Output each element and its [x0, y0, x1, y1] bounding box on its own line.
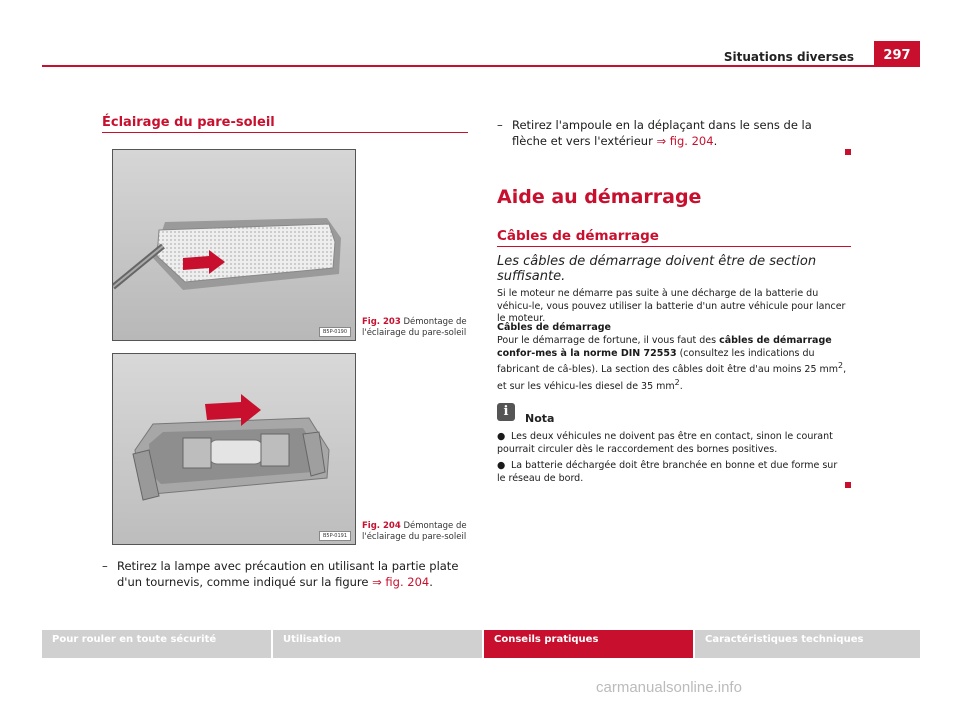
footer-tab-safety[interactable]: Pour rouler en toute sécurité: [42, 630, 271, 658]
step-dash: –: [497, 118, 503, 132]
page-number: 297: [874, 41, 920, 67]
footer-tab-usage[interactable]: Utilisation: [273, 630, 482, 658]
figure-reference-link[interactable]: ⇒ fig. 204: [656, 134, 714, 148]
running-header-title: Situations diverses: [723, 50, 854, 64]
superscript: 2: [674, 377, 680, 387]
note-item-text: La batterie déchargée doit être branchée en bonne et due forme sur le réseau de bord.: [497, 460, 838, 484]
section-title-jumper-cables: Câbles de démarrage: [497, 228, 659, 244]
figure-reference-link[interactable]: ⇒ fig. 204: [372, 575, 430, 589]
superscript: 2: [838, 361, 844, 370]
end-of-section-mark: [845, 482, 851, 488]
info-note-icon: i: [497, 403, 515, 421]
paragraph-text: (consultez les indications du fabricant de câ-bles). La section des câbles doit être d'au moins 25 mm: [497, 347, 839, 376]
watermark: carmanualsonline.info: [596, 679, 742, 696]
figure-code: B5P-0190: [319, 327, 351, 337]
step-end: .: [429, 575, 433, 589]
note-label: Nota: [525, 412, 555, 425]
bullet-icon: ●: [497, 431, 506, 442]
section-title-sunvisor-light: Éclairage du pare-soleil: [102, 115, 275, 130]
paragraph-text: , et sur les véhicu-les diesel de 35 mm: [497, 364, 847, 392]
header-rule: [42, 65, 920, 67]
section-title-rule: [102, 132, 468, 133]
figure-number: Fig. 203: [362, 317, 401, 327]
note-item: [497, 460, 847, 485]
chapter-title-jump-start: Aide au démarrage: [497, 186, 702, 208]
instruction-step-remove-lamp: [102, 558, 468, 590]
step-text: [117, 558, 468, 590]
step-end: .: [713, 134, 718, 148]
paragraph-text: .: [679, 380, 683, 392]
paragraph-heading: Câbles de démarrage: [497, 322, 611, 333]
end-of-section-mark: [845, 149, 851, 155]
section-lead-text: Les câbles de démarrage doivent être de section suffisante.: [497, 254, 817, 284]
note-item: [497, 431, 847, 456]
sunvisor-light-photo: [113, 150, 355, 340]
figure-204-caption: [362, 521, 472, 543]
section-title-rule: [497, 246, 851, 247]
step-body: Retirez la lampe avec précaution en utilisant la partie plate d'un tournevis, comme indiqué sur la figure: [117, 559, 459, 589]
footer-tab-technical-specs[interactable]: Caractéristiques techniques: [695, 630, 920, 658]
instruction-step-remove-bulb: [497, 117, 842, 149]
step-dash: –: [102, 559, 108, 573]
figure-caption-text: Démontage de l'éclairage du pare-soleil: [362, 317, 467, 338]
lamp-removal-photo: [113, 354, 355, 544]
figure-203-image: [112, 149, 356, 341]
step-text: [512, 117, 842, 149]
step-body: Retirez l'ampoule en la déplaçant dans le sens de la flèche et vers l'extérieur: [512, 118, 812, 148]
footer-tab-practical-tips[interactable]: Conseils pratiques: [484, 630, 693, 658]
paragraph-intro: Si le moteur ne démarre pas suite à une décharge de la batterie du véhicu-le, vous pouvez utiliser la batterie d'un autre véhicule pour lancer le moteur.: [497, 288, 846, 324]
figure-code: B5P-0191: [319, 531, 351, 541]
figure-204-image: [112, 353, 356, 545]
bullet-icon: ●: [497, 460, 506, 471]
figure-number: Fig. 204: [362, 521, 401, 531]
paragraph-cable-requirements: [497, 335, 855, 393]
paragraph-text: Pour le démarrage de fortune, il vous faut des: [497, 335, 720, 346]
note-item-text: Les deux véhicules ne doivent pas être en contact, sinon le courant pourrait circuler dès le raccordement des bornes positives.: [497, 431, 833, 455]
figure-203-caption: [362, 317, 472, 339]
figure-caption-text: Démontage de l'éclairage du pare-soleil: [362, 521, 467, 542]
paragraph-bold-text: câbles de démarrage confor-mes à la norme DIN 72553: [497, 335, 832, 359]
